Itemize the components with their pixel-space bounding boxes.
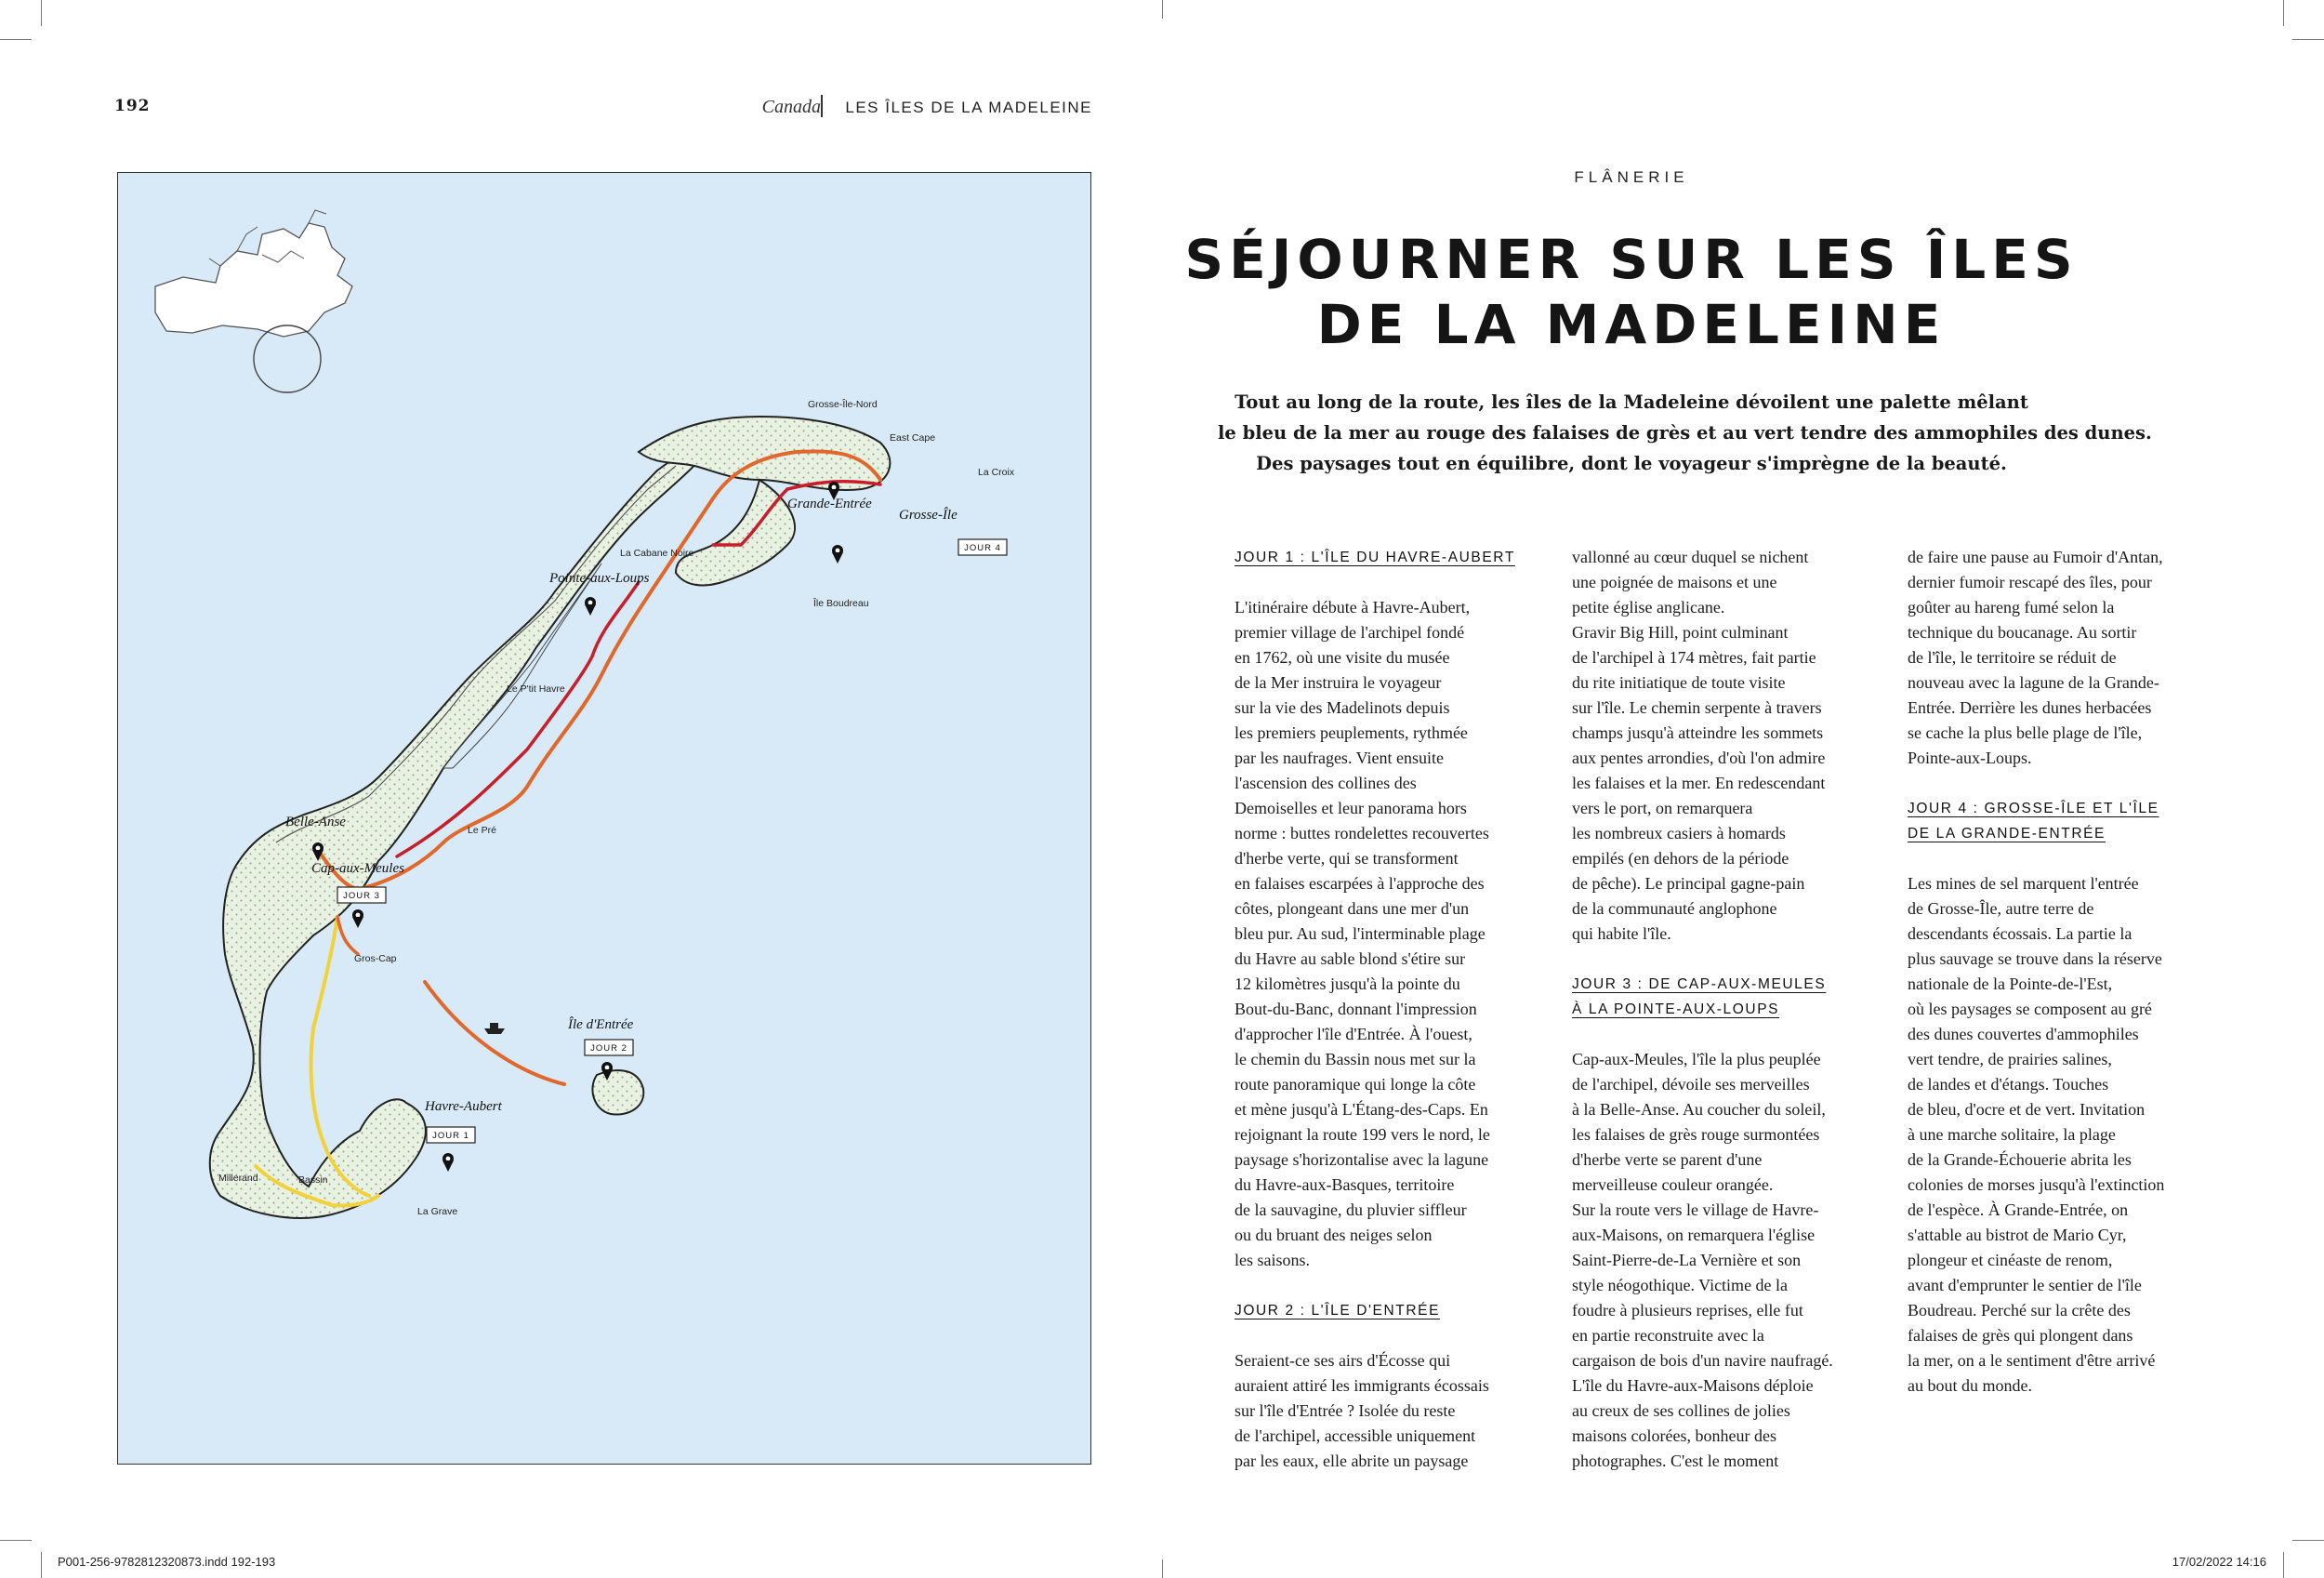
jour1-heading: JOUR 1 : L'ÎLE DU HAVRE-AUBERT: [1235, 550, 1515, 565]
jour-box-4: [958, 539, 1007, 555]
archipelago-map: [117, 172, 1091, 1465]
body-line: de bleu, d'ocre et de vert. Invitation: [1908, 1100, 2146, 1119]
body-line: les falaises de grès rouge surmontées: [1572, 1125, 1820, 1144]
label-grosse-ile: Grosse-Île: [899, 508, 957, 523]
body-line: descendants écossais. La partie la: [1908, 924, 2133, 943]
jour3-body: [1572, 1047, 1893, 1474]
body-line: au bout du monde.: [1908, 1376, 2032, 1395]
body-line: nouveau avec la lagune de la Grande-: [1908, 673, 2159, 692]
route-cap-spur: [337, 917, 358, 954]
map-pin-icon: [832, 545, 843, 564]
body-line: L'île du Havre-aux-Maisons déploie: [1572, 1376, 1814, 1395]
crop-mark: [0, 1540, 32, 1541]
body-line: ou du bruant des neiges selon: [1235, 1226, 1433, 1244]
running-head: [725, 95, 1092, 123]
body-line: vallonné au cœur duquel se nichent: [1572, 548, 1809, 566]
body-line: les falaises et la mer. En redescendant: [1572, 774, 1826, 792]
map-pin-icon: [352, 909, 363, 928]
body-line: goûter au hareng fumé selon la: [1908, 598, 2115, 617]
body-line: l'ascension des collines des: [1235, 774, 1417, 792]
body-line: d'approcher l'île d'Entrée. À l'ouest,: [1235, 1025, 1472, 1043]
body-line: foudre à plusieurs reprises, elle fut: [1572, 1301, 1803, 1319]
body-line: Pointe-aux-Loups.: [1908, 749, 2032, 767]
ferry-icon: [484, 1023, 505, 1034]
body-line: vers le port, on remarquera: [1572, 799, 1753, 817]
body-line: Cap-aux-Meules, l'île la plus peuplée: [1572, 1050, 1821, 1068]
label-la-cabane-noire: La Cabane Noire: [620, 548, 694, 559]
body-line: paysage s'horizontalise avec la lagune: [1235, 1150, 1489, 1169]
body-line: avant d'emprunter le sentier de l'île: [1908, 1276, 2142, 1294]
text-column-3: [1908, 545, 2228, 1399]
label-grande-entree: Grande-Entrée: [787, 497, 872, 511]
body-line: Demoiselles et leur panorama hors: [1235, 799, 1467, 817]
intro-line: le bleu de la mer au rouge des falaises de grès et au vert tendre des ammophiles des dunes.: [1218, 422, 2152, 444]
body-line: par les eaux, elle abrite un paysage: [1235, 1452, 1469, 1470]
map-pin-icon: [442, 1153, 454, 1172]
body-line: de la Grande-Échouerie abrita les: [1908, 1150, 2132, 1169]
body-line: plus sauvage se trouve dans la réserve: [1908, 949, 2162, 968]
running-separator: [821, 95, 823, 117]
jour4-body: [1908, 871, 2228, 1399]
svg-text:JOUR 1: JOUR 1: [432, 1131, 469, 1141]
svg-text:JOUR 2: JOUR 2: [590, 1043, 627, 1054]
svg-text:JOUR 3: JOUR 3: [343, 891, 380, 901]
jour-box-2: [585, 1040, 633, 1055]
body-line: des dunes couvertes d'ammophiles: [1908, 1025, 2139, 1043]
body-line: d'herbe verte se parent d'une: [1572, 1150, 1763, 1169]
body-line: merveilleuse couleur orangée.: [1572, 1175, 1774, 1194]
body-line: qui habite l'île.: [1572, 924, 1671, 943]
ile-d-entree: [592, 1070, 643, 1115]
body-line: de la communauté anglophone: [1572, 899, 1777, 918]
body-line: s'attable au bistrot de Mario Cyr,: [1908, 1226, 2127, 1244]
label-cap-aux-meules: Cap-aux-Meules: [311, 861, 404, 876]
body-line: Bout-du-Banc, donnant l'impression: [1235, 1000, 1477, 1018]
body-line: petite église anglicane.: [1572, 598, 1725, 617]
label-gros-cap: Gros-Cap: [354, 953, 397, 964]
grande-entree-island: [676, 480, 795, 585]
body-line: photographes. C'est le moment: [1572, 1452, 1779, 1470]
label-le-pre: Le Pré: [468, 825, 496, 836]
crop-mark: [2292, 39, 2324, 40]
body-line: de l'île, le territoire se réduit de: [1908, 648, 2117, 667]
body-line: de pêche). Le principal gagne-pain: [1572, 874, 1805, 893]
body-line: à une marche solitaire, la plage: [1908, 1125, 2116, 1144]
footer-file-info: P001-256-9782812320873.indd 192-193: [58, 1555, 276, 1569]
jour3-heading-line2: À LA POINTE-AUX-LOUPS: [1572, 1001, 1780, 1017]
body-line: se cache la plus belle plage de l'île,: [1908, 723, 2143, 742]
body-line: à la Belle-Anse. Au coucher du soleil,: [1572, 1100, 1826, 1119]
body-line: du Havre au sable blond s'étire sur: [1235, 949, 1466, 968]
jour2-body: [1235, 1348, 1555, 1474]
body-line: de landes et d'étangs. Touches: [1908, 1075, 2109, 1094]
body-line: Boudreau. Perché sur la crête des: [1908, 1301, 2131, 1319]
canada-outline: [155, 223, 352, 337]
label-belle-anse: Belle-Anse: [285, 815, 346, 829]
body-line: où les paysages se composent au gré: [1908, 1000, 2152, 1018]
body-line: en 1762, où une visite du musée: [1235, 648, 1450, 667]
article-title: [1116, 227, 2147, 357]
crop-mark: [1162, 0, 1163, 19]
body-line: cargaison de bois d'un navire naufragé.: [1572, 1351, 1833, 1370]
body-line: rejoignant la route 199 vers le nord, le: [1235, 1125, 1490, 1144]
jour-box-3: [337, 887, 386, 903]
jour4-heading-line2: DE LA GRANDE-ENTRÉE: [1908, 826, 2106, 842]
body-line: maisons colorées, bonheur des: [1572, 1426, 1776, 1445]
body-line: le chemin du Bassin nous met sur la: [1235, 1050, 1476, 1068]
body-line: côtes, plongeant dans une mer d'un: [1235, 899, 1470, 918]
body-line: de la sauvagine, du pluvier siffleur: [1235, 1200, 1467, 1219]
body-line: au creux de ses collines de jolies: [1572, 1401, 1790, 1420]
body-line: la mer, on a le sentiment d'être arrivé: [1908, 1351, 2156, 1370]
body-line: technique du boucanage. Au sortir: [1908, 623, 2137, 642]
running-section-title: LES ÎLES DE LA MADELEINE: [845, 99, 1092, 116]
crop-mark: [2283, 0, 2284, 26]
label-ile-d-entree: Île d'Entrée: [568, 1017, 634, 1032]
crop-mark: [0, 39, 32, 40]
body-line: aux-Maisons, on remarquera l'église: [1572, 1226, 1816, 1244]
jour1-body: [1235, 595, 1555, 1273]
body-line: de l'archipel à 174 mètres, fait partie: [1572, 648, 1816, 667]
label-la-grave: La Grave: [417, 1206, 458, 1217]
article-title-line: SÉJOURNER SUR LES ÎLES: [1184, 228, 2079, 291]
body-line: dernier fumoir rescapé des îles, pour: [1908, 573, 2152, 591]
body-line: Gravir Big Hill, point culminant: [1572, 623, 1789, 642]
text-column-2: [1572, 545, 1893, 1474]
body-line: Sur la route vers le village de Havre-: [1572, 1200, 1819, 1219]
body-line: empilés (en dehors de la période: [1572, 849, 1789, 868]
label-millerand: Millerand: [218, 1173, 258, 1184]
body-line: bleu pur. Au sud, l'interminable plage: [1235, 924, 1486, 943]
map-svg: [118, 173, 1090, 1464]
crop-mark: [2292, 1540, 2324, 1541]
body-line: premier village de l'archipel fondé: [1235, 623, 1465, 642]
body-line: Les mines de sel marquent l'entrée: [1908, 874, 2139, 893]
body-line: en partie reconstruite avec la: [1572, 1326, 1764, 1345]
intro-line: Tout au long de la route, les îles de la Madeleine dévoilent une palette mêlant: [1235, 391, 2028, 413]
body-line: falaises de grès qui plongent dans: [1908, 1326, 2133, 1345]
running-country: Canada: [761, 97, 821, 117]
kicker: FLÂNERIE: [1574, 168, 1689, 186]
body-line: de l'archipel, accessible uniquement: [1235, 1426, 1476, 1445]
intro-line: Des paysages tout en équilibre, dont le voyageur s'imprègne de la beauté.: [1256, 453, 2007, 474]
jour-box-1: [427, 1127, 475, 1143]
map-pin-icon: [585, 597, 596, 616]
body-line: Seraient-ce ses airs d'Écosse qui: [1235, 1351, 1451, 1370]
article-title-line: DE LA MADELEINE: [1316, 293, 1947, 356]
label-grosse-ile-nord: Grosse-Île-Nord: [808, 399, 878, 410]
jour3-heading-line1: JOUR 3 : DE CAP-AUX-MEULES: [1572, 976, 1827, 992]
jour4-heading-line1: JOUR 4 : GROSSE-ÎLE ET L'ÎLE: [1908, 801, 2159, 816]
body-line: du rite initiatique de toute visite: [1572, 673, 1786, 692]
label-ile-boudreau: Île Boudreau: [813, 598, 869, 609]
jour3-body-cont: [1908, 545, 2228, 771]
jour2-heading: JOUR 2 : L'ÎLE D'ENTRÉE: [1235, 1303, 1441, 1319]
crop-mark: [2283, 1552, 2284, 1578]
body-line: norme : buttes rondelettes recouvertes: [1235, 824, 1489, 842]
body-line: d'herbe verte, qui se transforment: [1235, 849, 1459, 868]
article-intro: [1218, 387, 2152, 479]
body-line: style néogothique. Victime de la: [1572, 1276, 1789, 1294]
body-line: aux pentes arrondies, d'où l'on admire: [1572, 749, 1826, 767]
crop-mark: [1162, 1559, 1163, 1578]
body-line: nationale de la Pointe-de-l'Est,: [1908, 975, 2113, 993]
text-column-1: [1235, 545, 1555, 1474]
body-line: vert tendre, de prairies salines,: [1908, 1050, 2112, 1068]
body-line: et mène jusqu'à L'Étang-des-Caps. En: [1235, 1100, 1488, 1119]
crop-mark: [41, 0, 42, 26]
body-line: les nombreux casiers à homards: [1572, 824, 1786, 842]
body-line: Entrée. Derrière les dunes herbacées: [1908, 698, 2152, 717]
body-line: de l'espèce. À Grande-Entrée, on: [1908, 1200, 2129, 1219]
body-line: de la Mer instruira le voyageur: [1235, 673, 1442, 692]
body-line: de Grosse-Île, autre terre de: [1908, 899, 2094, 918]
body-line: plongeur et cinéaste de renom,: [1908, 1251, 2113, 1269]
body-line: auraient attiré les immigrants écossais: [1235, 1376, 1489, 1395]
body-line: en falaises escarpées à l'approche des: [1235, 874, 1485, 893]
body-line: de l'archipel, dévoile ses merveilles: [1572, 1075, 1810, 1094]
body-line: une poignée de maisons et une: [1572, 573, 1777, 591]
body-line: de faire une pause au Fumoir d'Antan,: [1908, 548, 2163, 566]
label-havre-aubert: Havre-Aubert: [425, 1099, 502, 1114]
body-line: sur l'île d'Entrée ? Isolée du reste: [1235, 1401, 1456, 1420]
body-line: route panoramique qui longe la côte: [1235, 1075, 1476, 1094]
canada-locator-map: [155, 210, 352, 392]
body-line: 12 kilomètres jusqu'à la pointe du: [1235, 975, 1460, 993]
label-east-cape: East Cape: [890, 432, 936, 444]
body-line: par les naufrages. Vient ensuite: [1235, 749, 1445, 767]
body-line: Saint-Pierre-de-La Vernière et son: [1572, 1251, 1802, 1269]
body-line: les premiers peuplements, rythmée: [1235, 723, 1468, 742]
label-bassin: Bassin: [298, 1174, 328, 1186]
svg-text:JOUR 4: JOUR 4: [964, 543, 1001, 553]
body-line: colonies de morses jusqu'à l'extinction: [1908, 1175, 2165, 1194]
label-le-ptit-havre: Le P'tit Havre: [507, 683, 565, 695]
label-la-croix: La Croix: [978, 467, 1015, 478]
body-line: L'itinéraire débute à Havre-Aubert,: [1235, 598, 1471, 617]
jour2-body-cont: [1572, 545, 1893, 947]
body-line: sur l'île. Le chemin serpente à travers: [1572, 698, 1822, 717]
body-line: les saisons.: [1235, 1251, 1310, 1269]
body-line: champs jusqu'à atteindre les sommets: [1572, 723, 1824, 742]
body-line: sur la vie des Madelinots depuis: [1235, 698, 1450, 717]
footer-date: 17/02/2022 14:16: [2172, 1555, 2266, 1569]
crop-mark: [41, 1552, 42, 1578]
body-line: du Havre-aux-Basques, territoire: [1235, 1175, 1455, 1194]
label-pointe-aux-loups: Pointe-aux-Loups: [549, 571, 650, 586]
page-number: 192: [114, 97, 151, 115]
